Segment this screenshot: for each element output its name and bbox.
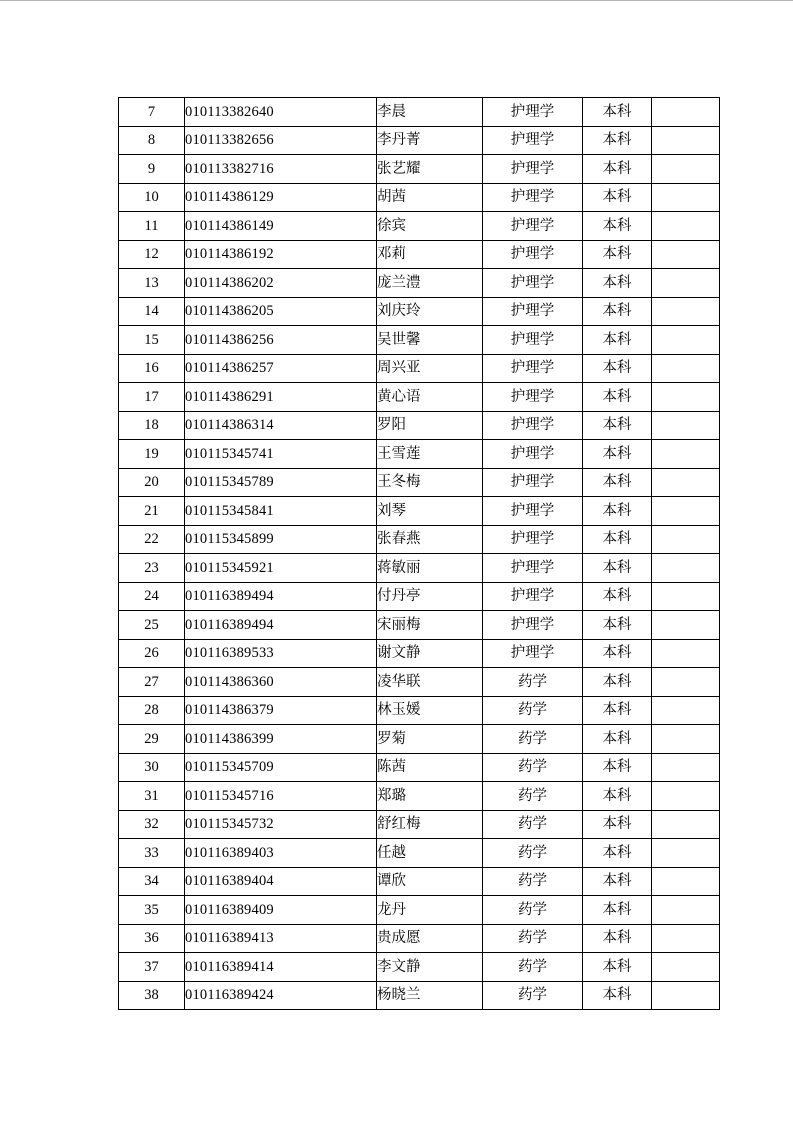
degree-level-cell: 本科 (583, 611, 652, 640)
remark-cell (652, 582, 720, 611)
student-id-cell: 010114386205 (185, 297, 377, 326)
roster-table-body (119, 98, 720, 1010)
remark-cell (652, 554, 720, 583)
remark-cell (652, 839, 720, 868)
student-name-cell: 陈茜 (377, 753, 483, 782)
remark-cell (652, 725, 720, 754)
degree-level-cell: 本科 (583, 383, 652, 412)
degree-level-cell: 本科 (583, 668, 652, 697)
row-number-cell: 21 (119, 497, 185, 526)
degree-level-cell: 本科 (583, 497, 652, 526)
remark-cell (652, 126, 720, 155)
major-cell: 药学 (483, 867, 583, 896)
student-name-cell: 罗阳 (377, 411, 483, 440)
student-id-cell: 010114386379 (185, 696, 377, 725)
major-cell: 护理学 (483, 582, 583, 611)
student-id-cell: 010115345899 (185, 525, 377, 554)
student-name-cell: 刘庆玲 (377, 297, 483, 326)
major-cell: 药学 (483, 953, 583, 982)
row-number-cell: 27 (119, 668, 185, 697)
major-cell: 护理学 (483, 525, 583, 554)
student-id-cell: 010114386202 (185, 269, 377, 298)
student-id-cell: 010114386399 (185, 725, 377, 754)
table-row (119, 269, 720, 298)
remark-cell (652, 212, 720, 241)
degree-level-cell: 本科 (583, 639, 652, 668)
student-id-cell: 010115345716 (185, 782, 377, 811)
table-row (119, 839, 720, 868)
student-name-cell: 张春燕 (377, 525, 483, 554)
degree-level-cell: 本科 (583, 810, 652, 839)
major-cell: 护理学 (483, 183, 583, 212)
student-name-cell: 庞兰澧 (377, 269, 483, 298)
student-name-cell: 李文静 (377, 953, 483, 982)
remark-cell (652, 183, 720, 212)
student-name-cell: 黄心语 (377, 383, 483, 412)
remark-cell (652, 525, 720, 554)
remark-cell (652, 383, 720, 412)
major-cell: 护理学 (483, 468, 583, 497)
student-name-cell: 罗菊 (377, 725, 483, 754)
degree-level-cell: 本科 (583, 953, 652, 982)
student-name-cell: 李晨 (377, 98, 483, 127)
remark-cell (652, 981, 720, 1010)
student-name-cell: 吴世馨 (377, 326, 483, 355)
student-id-cell: 010115345921 (185, 554, 377, 583)
student-name-cell: 谭欣 (377, 867, 483, 896)
row-number-cell: 19 (119, 440, 185, 469)
table-row (119, 810, 720, 839)
major-cell: 药学 (483, 810, 583, 839)
degree-level-cell: 本科 (583, 867, 652, 896)
degree-level-cell: 本科 (583, 98, 652, 127)
remark-cell (652, 953, 720, 982)
student-id-cell: 010116389403 (185, 839, 377, 868)
table-row (119, 525, 720, 554)
student-id-cell: 010114386257 (185, 354, 377, 383)
table-row (119, 611, 720, 640)
remark-cell (652, 354, 720, 383)
student-name-cell: 谢文静 (377, 639, 483, 668)
degree-level-cell: 本科 (583, 896, 652, 925)
row-number-cell: 24 (119, 582, 185, 611)
table-row (119, 155, 720, 184)
student-id-cell: 010116389413 (185, 924, 377, 953)
table-row (119, 981, 720, 1010)
student-id-cell: 010114386360 (185, 668, 377, 697)
student-name-cell: 王冬梅 (377, 468, 483, 497)
student-name-cell: 凌华联 (377, 668, 483, 697)
student-id-cell: 010115345789 (185, 468, 377, 497)
table-row (119, 297, 720, 326)
table-row (119, 554, 720, 583)
student-id-cell: 010115345841 (185, 497, 377, 526)
degree-level-cell: 本科 (583, 212, 652, 241)
remark-cell (652, 98, 720, 127)
row-number-cell: 7 (119, 98, 185, 127)
student-id-cell: 010113382716 (185, 155, 377, 184)
row-number-cell: 15 (119, 326, 185, 355)
table-row (119, 924, 720, 953)
table-row (119, 326, 720, 355)
major-cell: 药学 (483, 924, 583, 953)
table-row (119, 753, 720, 782)
major-cell: 护理学 (483, 126, 583, 155)
remark-cell (652, 867, 720, 896)
degree-level-cell: 本科 (583, 582, 652, 611)
major-cell: 护理学 (483, 440, 583, 469)
table-row (119, 354, 720, 383)
student-name-cell: 李丹菁 (377, 126, 483, 155)
table-row (119, 953, 720, 982)
major-cell: 护理学 (483, 611, 583, 640)
student-id-cell: 010114386129 (185, 183, 377, 212)
student-name-cell: 徐宾 (377, 212, 483, 241)
table-row (119, 212, 720, 241)
row-number-cell: 11 (119, 212, 185, 241)
student-name-cell: 张艺耀 (377, 155, 483, 184)
page-top-edge (0, 0, 793, 1)
remark-cell (652, 411, 720, 440)
student-name-cell: 舒红梅 (377, 810, 483, 839)
table-row (119, 468, 720, 497)
student-id-cell: 010114386192 (185, 240, 377, 269)
table-row (119, 668, 720, 697)
table-row (119, 896, 720, 925)
major-cell: 药学 (483, 753, 583, 782)
major-cell: 护理学 (483, 326, 583, 355)
table-row (119, 867, 720, 896)
remark-cell (652, 668, 720, 697)
degree-level-cell: 本科 (583, 525, 652, 554)
major-cell: 药学 (483, 696, 583, 725)
student-name-cell: 宋丽梅 (377, 611, 483, 640)
table-row (119, 183, 720, 212)
major-cell: 护理学 (483, 212, 583, 241)
student-name-cell: 林玉媛 (377, 696, 483, 725)
major-cell: 护理学 (483, 297, 583, 326)
remark-cell (652, 924, 720, 953)
student-name-cell: 周兴亚 (377, 354, 483, 383)
major-cell: 护理学 (483, 639, 583, 668)
row-number-cell: 8 (119, 126, 185, 155)
student-name-cell: 蒋敏丽 (377, 554, 483, 583)
student-id-cell: 010116389414 (185, 953, 377, 982)
row-number-cell: 36 (119, 924, 185, 953)
remark-cell (652, 696, 720, 725)
degree-level-cell: 本科 (583, 839, 652, 868)
row-number-cell: 37 (119, 953, 185, 982)
row-number-cell: 28 (119, 696, 185, 725)
degree-level-cell: 本科 (583, 554, 652, 583)
row-number-cell: 10 (119, 183, 185, 212)
major-cell: 护理学 (483, 554, 583, 583)
student-name-cell: 胡茜 (377, 183, 483, 212)
student-id-cell: 010116389494 (185, 582, 377, 611)
row-number-cell: 18 (119, 411, 185, 440)
row-number-cell: 20 (119, 468, 185, 497)
degree-level-cell: 本科 (583, 468, 652, 497)
table-row (119, 497, 720, 526)
degree-level-cell: 本科 (583, 725, 652, 754)
table-row (119, 98, 720, 127)
major-cell: 药学 (483, 839, 583, 868)
student-id-cell: 010116389404 (185, 867, 377, 896)
student-name-cell: 贵成愿 (377, 924, 483, 953)
table-row (119, 411, 720, 440)
major-cell: 护理学 (483, 269, 583, 298)
row-number-cell: 22 (119, 525, 185, 554)
degree-level-cell: 本科 (583, 981, 652, 1010)
student-id-cell: 010116389533 (185, 639, 377, 668)
remark-cell (652, 782, 720, 811)
row-number-cell: 29 (119, 725, 185, 754)
student-id-cell: 010116389494 (185, 611, 377, 640)
remark-cell (652, 326, 720, 355)
degree-level-cell: 本科 (583, 696, 652, 725)
remark-cell (652, 896, 720, 925)
row-number-cell: 17 (119, 383, 185, 412)
remark-cell (652, 440, 720, 469)
remark-cell (652, 810, 720, 839)
table-row (119, 240, 720, 269)
degree-level-cell: 本科 (583, 753, 652, 782)
major-cell: 药学 (483, 981, 583, 1010)
row-number-cell: 9 (119, 155, 185, 184)
student-name-cell: 刘琴 (377, 497, 483, 526)
degree-level-cell: 本科 (583, 297, 652, 326)
remark-cell (652, 240, 720, 269)
degree-level-cell: 本科 (583, 326, 652, 355)
major-cell: 药学 (483, 668, 583, 697)
major-cell: 护理学 (483, 354, 583, 383)
major-cell: 护理学 (483, 497, 583, 526)
major-cell: 护理学 (483, 98, 583, 127)
student-roster-table (118, 97, 720, 1010)
student-id-cell: 010114386291 (185, 383, 377, 412)
major-cell: 护理学 (483, 383, 583, 412)
degree-level-cell: 本科 (583, 782, 652, 811)
remark-cell (652, 753, 720, 782)
table-row (119, 440, 720, 469)
remark-cell (652, 611, 720, 640)
table-row (119, 696, 720, 725)
row-number-cell: 30 (119, 753, 185, 782)
major-cell: 护理学 (483, 240, 583, 269)
degree-level-cell: 本科 (583, 126, 652, 155)
row-number-cell: 26 (119, 639, 185, 668)
table-row (119, 725, 720, 754)
student-name-cell: 任越 (377, 839, 483, 868)
student-name-cell: 龙丹 (377, 896, 483, 925)
row-number-cell: 12 (119, 240, 185, 269)
degree-level-cell: 本科 (583, 440, 652, 469)
degree-level-cell: 本科 (583, 183, 652, 212)
table-row (119, 126, 720, 155)
student-name-cell: 邓莉 (377, 240, 483, 269)
student-name-cell: 王雪莲 (377, 440, 483, 469)
row-number-cell: 35 (119, 896, 185, 925)
major-cell: 药学 (483, 896, 583, 925)
degree-level-cell: 本科 (583, 240, 652, 269)
table-row (119, 383, 720, 412)
student-name-cell: 郑璐 (377, 782, 483, 811)
student-name-cell: 杨晓兰 (377, 981, 483, 1010)
row-number-cell: 32 (119, 810, 185, 839)
student-name-cell: 付丹亭 (377, 582, 483, 611)
student-id-cell: 010115345732 (185, 810, 377, 839)
row-number-cell: 33 (119, 839, 185, 868)
row-number-cell: 13 (119, 269, 185, 298)
row-number-cell: 16 (119, 354, 185, 383)
degree-level-cell: 本科 (583, 924, 652, 953)
row-number-cell: 14 (119, 297, 185, 326)
degree-level-cell: 本科 (583, 354, 652, 383)
row-number-cell: 31 (119, 782, 185, 811)
degree-level-cell: 本科 (583, 155, 652, 184)
table-row (119, 582, 720, 611)
student-id-cell: 010113382656 (185, 126, 377, 155)
remark-cell (652, 639, 720, 668)
student-id-cell: 010115345741 (185, 440, 377, 469)
student-id-cell: 010114386256 (185, 326, 377, 355)
student-id-cell: 010115345709 (185, 753, 377, 782)
student-id-cell: 010116389409 (185, 896, 377, 925)
student-id-cell: 010113382640 (185, 98, 377, 127)
row-number-cell: 23 (119, 554, 185, 583)
row-number-cell: 38 (119, 981, 185, 1010)
student-id-cell: 010114386149 (185, 212, 377, 241)
remark-cell (652, 297, 720, 326)
remark-cell (652, 497, 720, 526)
student-id-cell: 010116389424 (185, 981, 377, 1010)
row-number-cell: 34 (119, 867, 185, 896)
degree-level-cell: 本科 (583, 411, 652, 440)
major-cell: 药学 (483, 725, 583, 754)
remark-cell (652, 269, 720, 298)
degree-level-cell: 本科 (583, 269, 652, 298)
row-number-cell: 25 (119, 611, 185, 640)
remark-cell (652, 155, 720, 184)
student-id-cell: 010114386314 (185, 411, 377, 440)
remark-cell (652, 468, 720, 497)
major-cell: 护理学 (483, 155, 583, 184)
table-row (119, 782, 720, 811)
major-cell: 药学 (483, 782, 583, 811)
major-cell: 护理学 (483, 411, 583, 440)
table-row (119, 639, 720, 668)
